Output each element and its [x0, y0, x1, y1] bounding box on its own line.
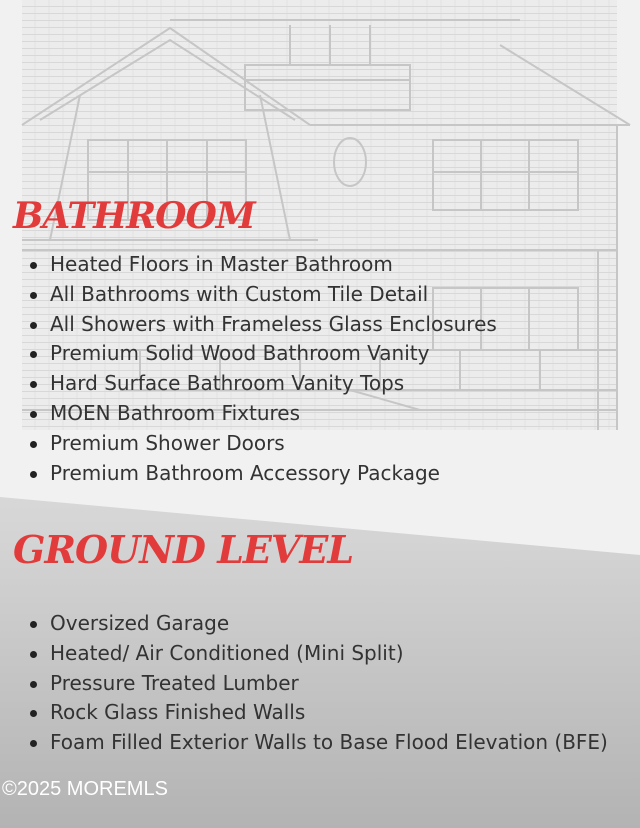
- list-item: All Bathrooms with Custom Tile Detail: [28, 280, 497, 310]
- bathroom-heading: BATHROOM: [13, 195, 255, 237]
- bathroom-feature-list: [28, 250, 497, 488]
- list-item: Foam Filled Exterior Walls to Base Flood Elevation (BFE): [28, 728, 608, 758]
- ground-level-heading: GROUND LEVEL: [13, 527, 354, 572]
- list-item: All Showers with Frameless Glass Enclosures: [28, 310, 497, 340]
- copyright-watermark: ©2025 MOREMLS: [2, 778, 168, 800]
- list-item: Heated/ Air Conditioned (Mini Split): [28, 639, 608, 669]
- list-item: Premium Bathroom Accessory Package: [28, 459, 497, 489]
- list-item: Premium Solid Wood Bathroom Vanity: [28, 339, 497, 369]
- list-item: Hard Surface Bathroom Vanity Tops: [28, 369, 497, 399]
- list-item: Pressure Treated Lumber: [28, 669, 608, 699]
- ground-level-feature-list: [28, 609, 608, 758]
- list-item: Premium Shower Doors: [28, 429, 497, 459]
- list-item: MOEN Bathroom Fixtures: [28, 399, 497, 429]
- list-item: Heated Floors in Master Bathroom: [28, 250, 497, 280]
- list-item: Oversized Garage: [28, 609, 608, 639]
- list-item: Rock Glass Finished Walls: [28, 698, 608, 728]
